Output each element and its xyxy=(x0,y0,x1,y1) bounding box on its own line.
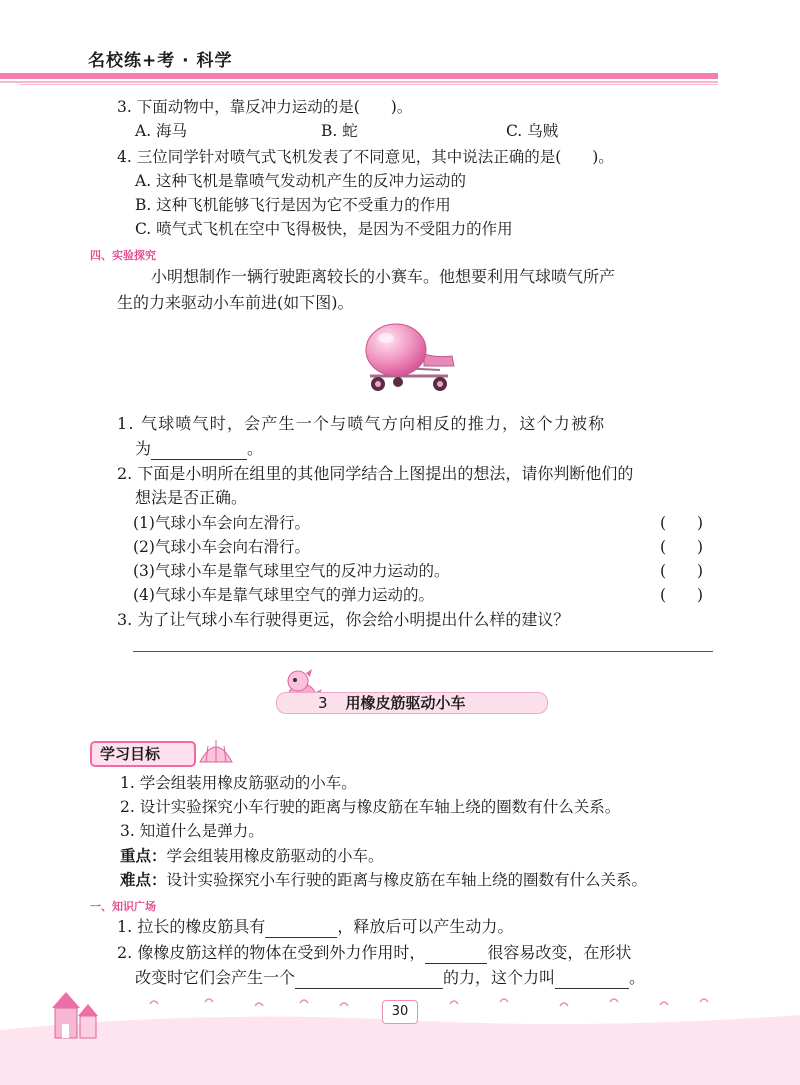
seashell-icon xyxy=(196,736,236,766)
question-4: 4. 三位同学针对喷气式飞机发表了不同意见，其中说法正确的是( )。 xyxy=(117,148,614,166)
question-3: 3. 下面动物中，靠反冲力运动的是( )。 xyxy=(117,98,413,116)
knowledge-3-middle: 的力，这个力叫 xyxy=(443,968,556,987)
q3-option-c: C. 乌贼 xyxy=(506,122,559,140)
knowledge-1-suffix: ，释放后可以产生动力。 xyxy=(337,917,514,936)
goal-item-1: 1. 学会组装用橡皮筋驱动的小车。 xyxy=(120,774,357,792)
q1-suffix: 。 xyxy=(247,439,264,458)
difficult-point-label: 难点： xyxy=(120,871,167,889)
header-rule-hairline xyxy=(20,84,718,85)
book-title: 名校练+考 · 科学 xyxy=(88,51,233,71)
lesson-number: 3 xyxy=(318,694,328,712)
q3-option-b: B. 蛇 xyxy=(321,122,358,140)
goal-item-2: 2. 设计实验探究小车行驶的距离与橡皮筋在车轴上绕的圈数有什么关系。 xyxy=(120,798,621,816)
experiment-intro-line1: 小明想制作一辆行驶距离较长的小赛车。他想要利用气球喷气所产 xyxy=(151,267,616,286)
experiment-intro-line2: 生的力来驱动小车前进(如下图)。 xyxy=(117,293,354,312)
knowledge-blank-3[interactable] xyxy=(295,970,443,989)
judge-item-2: (2)气球小车会向右滑行。 xyxy=(133,538,310,556)
judge-item-1: (1)气球小车会向左滑行。 xyxy=(133,514,310,532)
knowledge-3-suffix: 。 xyxy=(629,968,646,987)
knowledge-blank-1[interactable] xyxy=(265,919,337,938)
knowledge-2-suffix: 很容易改变，在形状 xyxy=(487,943,632,962)
experiment-question-2-line2: 想法是否正确。 xyxy=(135,488,248,507)
q3-option-a: A. 海马 xyxy=(135,122,188,140)
knowledge-blank-4[interactable] xyxy=(555,970,629,989)
learning-goals-label: 学习目标 xyxy=(100,745,161,763)
key-point-label: 重点： xyxy=(120,847,167,865)
header-rule xyxy=(0,73,718,79)
q4-option-c: C. 喷气式飞机在空中飞得极快，是因为不受阻力的作用 xyxy=(135,220,513,238)
knowledge-line-3 xyxy=(135,967,645,989)
balloon-car-illustration xyxy=(352,318,470,398)
difficult-point xyxy=(120,869,647,891)
judge-answer-4[interactable]: ( ) xyxy=(660,586,704,604)
knowledge-blank-2[interactable] xyxy=(425,945,487,964)
difficult-point-text: 设计实验探究小车行驶的距离与橡皮筋在车轴上绕的圈数有什么关系。 xyxy=(166,871,648,889)
q1-answer-blank[interactable] xyxy=(151,441,247,460)
key-point-text: 学会组装用橡皮筋驱动的小车。 xyxy=(166,847,384,865)
q3-answer-line[interactable] xyxy=(133,651,713,652)
q4-option-b: B. 这种飞机能够飞行是因为它不受重力的作用 xyxy=(135,196,451,214)
judge-answer-1[interactable]: ( ) xyxy=(660,514,704,532)
experiment-question-1-line2 xyxy=(135,438,263,460)
lesson-name: 用橡皮筋驱动小车 xyxy=(345,694,466,712)
lesson-title xyxy=(318,692,466,713)
key-point xyxy=(120,845,384,867)
knowledge-1-prefix: 1. 拉长的橡皮筋具有 xyxy=(117,917,266,936)
knowledge-line-2 xyxy=(117,942,631,964)
header-rule-thin xyxy=(0,81,718,83)
experiment-question-3: 3. 为了让气球小车行驶得更远，你会给小明提出什么样的建议？ xyxy=(117,610,570,629)
section-heading-knowledge: 一、知识广场 xyxy=(90,900,156,913)
knowledge-3-prefix: 改变时它们会产生一个 xyxy=(135,968,296,987)
goal-item-3: 3. 知道什么是弹力。 xyxy=(120,822,264,840)
knowledge-line-1 xyxy=(117,916,513,938)
judge-answer-3[interactable]: ( ) xyxy=(660,562,704,580)
q1-prefix: 为 xyxy=(135,439,152,458)
judge-item-4: (4)气球小车是靠气球里空气的弹力运动的。 xyxy=(133,586,434,604)
q4-option-a: A. 这种飞机是靠喷气发动机产生的反冲力运动的 xyxy=(135,172,467,190)
section-heading-experiment: 四、实验探究 xyxy=(90,249,156,262)
knowledge-2-prefix: 2. 像橡皮筋这样的物体在受到外力作用时， xyxy=(117,943,426,962)
experiment-question-1-line1: 1. 气球喷气时，会产生一个与喷气方向相反的推力，这个力被称 xyxy=(117,414,606,433)
judge-item-3: (3)气球小车是靠气球里空气的反冲力运动的。 xyxy=(133,562,450,580)
castle-icon xyxy=(52,992,98,1038)
experiment-question-2-line1: 2. 下面是小明所在组里的其他同学结合上图提出的想法，请你判断他们的 xyxy=(117,464,634,483)
page-number: 30 xyxy=(382,1000,418,1024)
judge-answer-2[interactable]: ( ) xyxy=(660,538,704,556)
